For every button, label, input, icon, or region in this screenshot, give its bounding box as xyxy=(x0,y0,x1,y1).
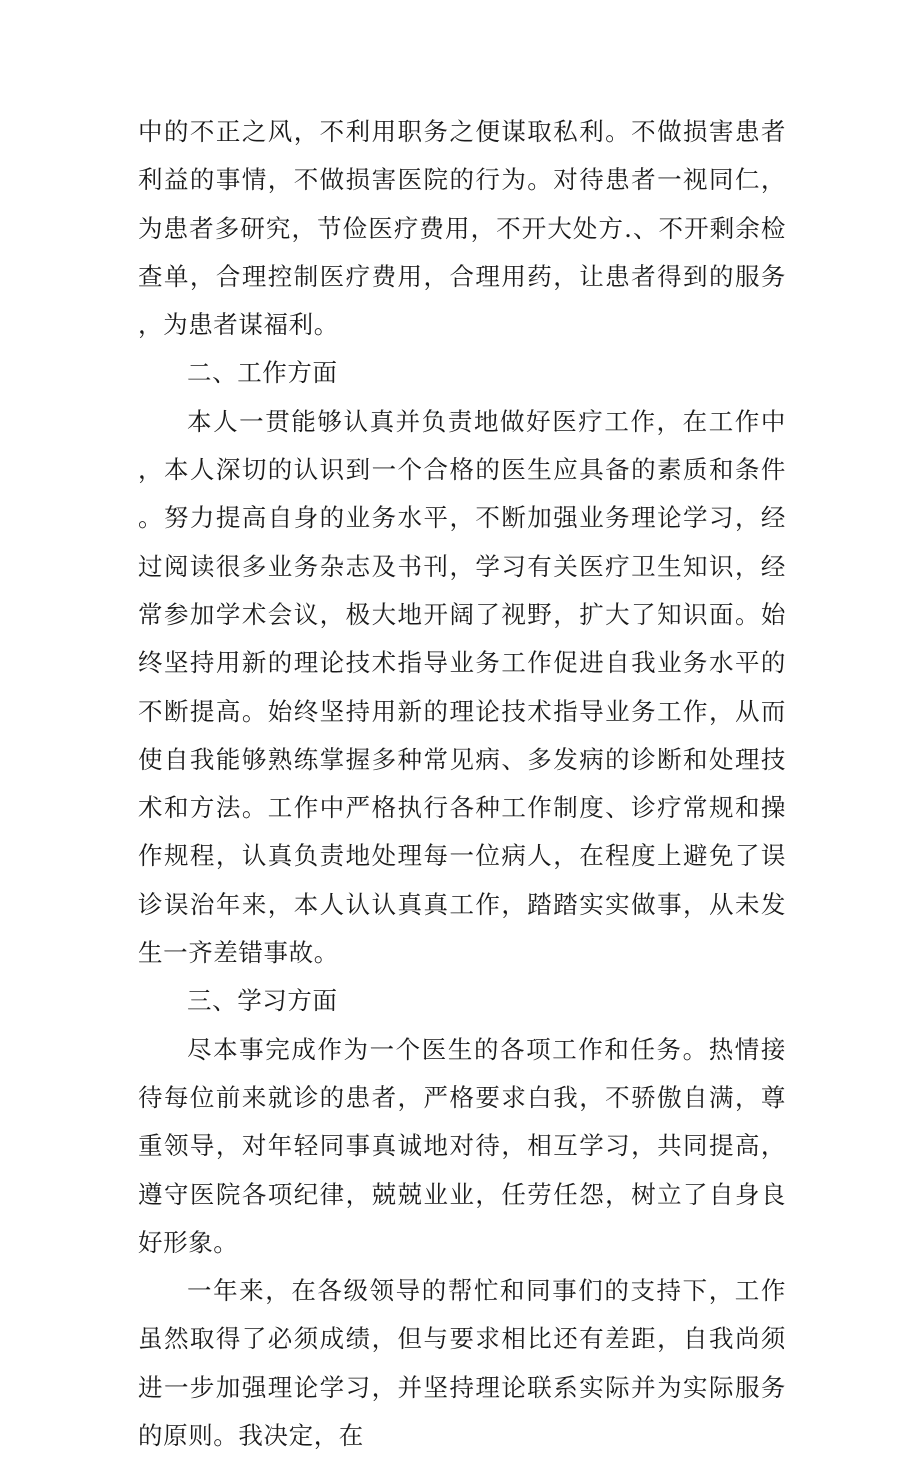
section-heading-study: 三、学习方面 xyxy=(187,986,338,1016)
paragraph-work: 本人一贯能够认真并负责地做好医疗工作，在工作中，本人深切的认识到一个合格的医生应具备的素质和条件。努力提高自身的业务水平，不断加强业务理论学习，经过阅读很多业务杂志及书刊，学习有关医疗卫生知识，经常参加学术会议，极大地开阔了视野，扩大了知识面。始终坚持用新的理论技术指导业务工作促进自我业务水平的不断提高。始终坚持用新的理论技术指导业务工作，从而使自我能够熟练掌握多种常见病、多发病的诊断和处理技术和方法。工作中严格执行各种工作制度、诊疗常规和操作规程，认真负责地处理每一位病人，在程度上避免了误诊误治年来，本人认认真真工作，踏踏实实做事，从未发生一齐差错事故。 xyxy=(138,406,786,968)
paragraph-summary: 一年来，在各级领导的帮忙和同事们的支持下，工作虽然取得了必须成绩，但与要求相比还有差距，自我尚须进一步加强理论学习，并坚持理论联系实际并为实际服务的原则。我决定，在 xyxy=(138,1276,786,1451)
paragraph-study: 尽本事完成作为一个医生的各项工作和任务。热情接待每位前来就诊的患者，严格要求白我，不骄傲自满，尊重领导，对年轻同事真诚地对待，相互学习，共同提高，遵守医院各项纪律，兢兢业业，任劳任怨，树立了自身良好形象。 xyxy=(138,1034,786,1257)
document-body xyxy=(138,108,786,1460)
section-heading-work: 二、工作方面 xyxy=(187,358,338,388)
paragraph-continuation: 中的不正之风，不利用职务之便谋取私利。不做损害患者利益的事情，不做损害医院的行为。对待患者一视同仁，为患者多研究，节俭医疗费用，不开大处方.、不开剩余检查单，合理控制医疗费用，合理用药，让患者得到的服务，为患者谋福利。 xyxy=(138,117,786,340)
